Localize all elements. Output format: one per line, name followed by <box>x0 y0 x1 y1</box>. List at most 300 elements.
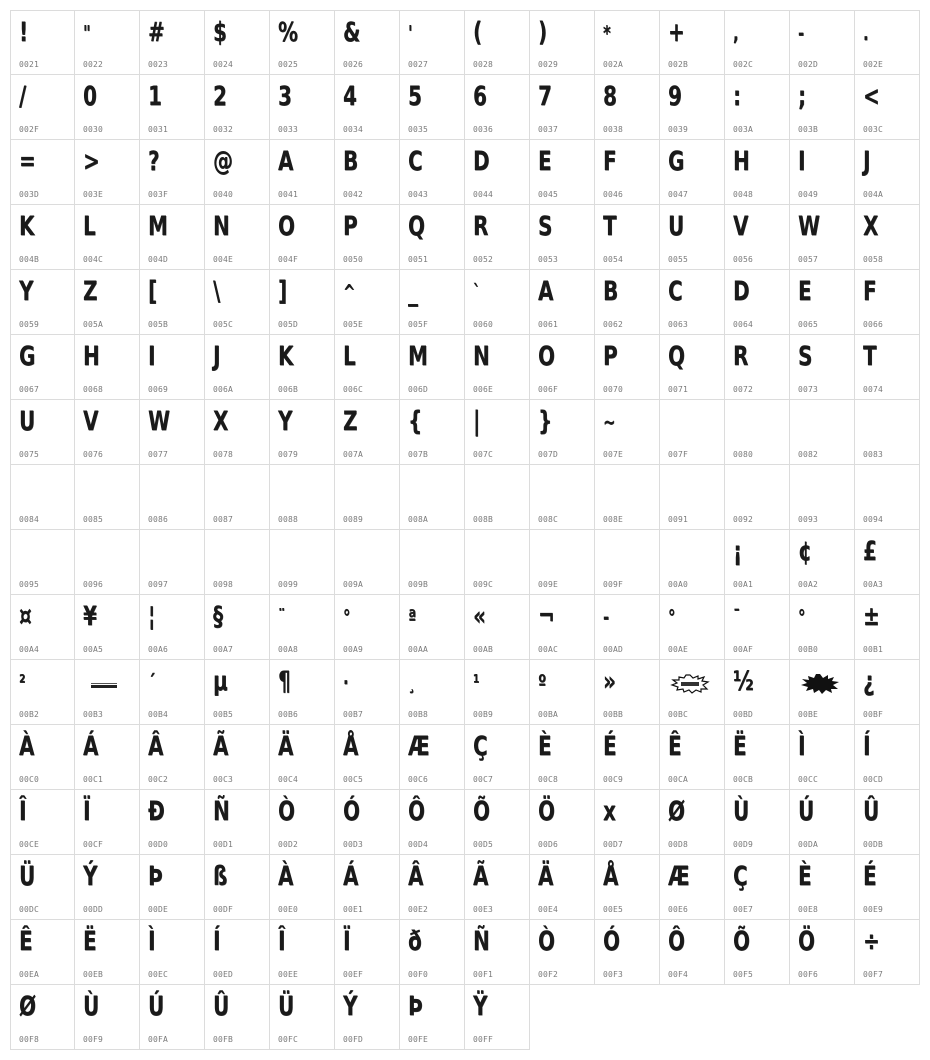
glyph-char: ¶ <box>278 666 290 697</box>
glyph-char: Ê <box>668 731 681 762</box>
glyph-codepoint-label: 007F <box>668 450 689 459</box>
glyph-char: Ý <box>83 861 97 892</box>
glyph-cell <box>790 595 855 660</box>
glyph-char: ] <box>278 276 287 307</box>
glyph-codepoint-label: 0083 <box>863 450 884 459</box>
glyph-cell <box>465 10 530 75</box>
glyph-char: G <box>668 146 684 177</box>
glyph-cell <box>140 530 205 595</box>
glyph-cell <box>790 205 855 270</box>
glyph-cell <box>335 855 400 920</box>
glyph-codepoint-label: 00CF <box>83 840 104 849</box>
glyph-cell <box>530 920 595 985</box>
glyph-cell <box>660 140 725 205</box>
glyph-cell <box>75 205 140 270</box>
glyph-char: Ô <box>668 926 685 957</box>
glyph-cell <box>790 725 855 790</box>
glyph-char: > <box>83 146 99 177</box>
glyph-char: Ÿ <box>473 991 487 1022</box>
glyph-codepoint-label: 0080 <box>733 450 754 459</box>
glyph-codepoint-label: 00E5 <box>603 905 624 914</box>
glyph-char: º <box>538 670 546 694</box>
glyph-cell <box>790 75 855 140</box>
glyph-codepoint-label: 00E9 <box>863 905 884 914</box>
glyph-codepoint-label: 00E2 <box>408 905 429 914</box>
glyph-char: Ñ <box>473 926 489 957</box>
glyph-char: Ò <box>538 926 555 957</box>
glyph-cell <box>530 400 595 465</box>
glyph-codepoint-label: 00A2 <box>798 580 819 589</box>
glyph-cell <box>270 75 335 140</box>
glyph-cell <box>725 855 790 920</box>
glyph-char: ¨ <box>278 605 285 629</box>
glyph-cell <box>400 205 465 270</box>
glyph-char: ¸ <box>408 670 415 694</box>
glyph-cell <box>530 725 595 790</box>
glyph-codepoint-label: 0077 <box>148 450 169 459</box>
glyph-codepoint-label: 00ED <box>213 970 234 979</box>
glyph-codepoint-label: 00DB <box>863 840 884 849</box>
glyph-char: 5 <box>408 81 422 112</box>
glyph-cell <box>10 660 75 725</box>
glyph-codepoint-label: 008E <box>603 515 624 524</box>
glyph-char: ¤ <box>19 601 31 632</box>
glyph-char: » <box>603 666 616 697</box>
glyph-cell <box>10 10 75 75</box>
glyph-char: 7 <box>538 81 552 112</box>
glyph-char: < <box>863 81 879 112</box>
glyph-cell <box>530 465 595 530</box>
glyph-codepoint-label: 00F9 <box>83 1035 104 1044</box>
glyph-cell <box>855 10 920 75</box>
glyph-char: Ò <box>278 796 295 827</box>
glyph-cell <box>855 790 920 855</box>
glyph-cell <box>140 140 205 205</box>
glyph-char: Ã <box>213 731 228 762</box>
glyph-codepoint-label: 0095 <box>19 580 40 589</box>
glyph-cell <box>790 140 855 205</box>
glyph-char: Y <box>278 406 292 437</box>
glyph-codepoint-label: 00D5 <box>473 840 494 849</box>
glyph-cell <box>595 270 660 335</box>
glyph-char: ? <box>148 146 159 177</box>
glyph-cell <box>725 660 790 725</box>
glyph-codepoint-label: 0021 <box>19 60 40 69</box>
glyph-cell <box>790 920 855 985</box>
glyph-char: % <box>278 17 298 48</box>
glyph-codepoint-label: 00CC <box>798 775 819 784</box>
glyph-cell <box>270 855 335 920</box>
glyph-codepoint-label: 0089 <box>343 515 364 524</box>
glyph-codepoint-label: 0092 <box>733 515 754 524</box>
glyph-codepoint-label: 00A6 <box>148 645 169 654</box>
glyph-cell <box>10 140 75 205</box>
glyph-char: S <box>798 341 812 372</box>
glyph-char: Ý <box>343 991 357 1022</box>
glyph-codepoint-label: 002D <box>798 60 819 69</box>
glyph-codepoint-label: 00FB <box>213 1035 234 1044</box>
glyph-cell <box>140 920 205 985</box>
glyph-char: Â <box>148 731 163 762</box>
glyph-char: G <box>19 341 35 372</box>
glyph-char: 0 <box>83 81 97 112</box>
glyph-char: M <box>148 211 168 242</box>
glyph-codepoint-label: 0099 <box>278 580 299 589</box>
glyph-cell <box>10 400 75 465</box>
glyph-cell <box>205 205 270 270</box>
glyph-char: _ <box>408 276 418 307</box>
glyph-codepoint-label: 0053 <box>538 255 559 264</box>
glyph-char: Ì <box>148 926 155 957</box>
glyph-char: , <box>733 21 738 45</box>
glyph-codepoint-label: 00C6 <box>408 775 429 784</box>
glyph-char: Ê <box>19 926 32 957</box>
glyph-char: + <box>668 17 684 48</box>
glyph-map-grid <box>10 10 920 1050</box>
glyph-cell <box>855 855 920 920</box>
glyph-cell <box>140 725 205 790</box>
glyph-codepoint-label: 0070 <box>603 385 624 394</box>
glyph-cell <box>400 140 465 205</box>
glyph-codepoint-label: 0068 <box>83 385 104 394</box>
glyph-codepoint-label: 008A <box>408 515 429 524</box>
glyph-codepoint-label: 00EA <box>19 970 40 979</box>
glyph-cell <box>270 465 335 530</box>
glyph-char: & <box>343 17 360 48</box>
glyph-char: 1 <box>148 81 162 112</box>
glyph-codepoint-label: 00E4 <box>538 905 559 914</box>
glyph-codepoint-label: 008B <box>473 515 494 524</box>
glyph-cell <box>205 270 270 335</box>
glyph-char: Â <box>408 861 423 892</box>
glyph-char: · <box>343 670 348 694</box>
glyph-codepoint-label: 00B4 <box>148 710 169 719</box>
glyph-codepoint-label: 0088 <box>278 515 299 524</box>
glyph-codepoint-label: 0044 <box>473 190 494 199</box>
glyph-codepoint-label: 00AA <box>408 645 429 654</box>
glyph-cell <box>270 140 335 205</box>
glyph-codepoint-label: 00DF <box>213 905 234 914</box>
glyph-codepoint-label: 0030 <box>83 125 104 134</box>
glyph-codepoint-label: 00D2 <box>278 840 299 849</box>
glyph-cell <box>205 75 270 140</box>
glyph-char: ² <box>19 670 25 694</box>
glyph-codepoint-label: 005F <box>408 320 429 329</box>
glyph-char: Î <box>278 926 285 957</box>
burst-solid-glyph-icon <box>800 674 840 694</box>
glyph-char: À <box>278 861 293 892</box>
glyph-codepoint-label: 005A <box>83 320 104 329</box>
glyph-cell <box>335 400 400 465</box>
glyph-cell <box>10 985 75 1050</box>
glyph-codepoint-label: 003C <box>863 125 884 134</box>
glyph-char: Ã <box>473 861 488 892</box>
glyph-cell <box>660 75 725 140</box>
glyph-cell <box>335 205 400 270</box>
glyph-codepoint-label: 00AC <box>538 645 559 654</box>
glyph-cell <box>725 75 790 140</box>
glyph-codepoint-label: 005C <box>213 320 234 329</box>
glyph-char: H <box>733 146 749 177</box>
glyph-cell <box>10 335 75 400</box>
glyph-char: Ö <box>538 796 555 827</box>
glyph-cell <box>140 595 205 660</box>
glyph-char: Û <box>863 796 879 827</box>
glyph-char: Ç <box>473 731 487 762</box>
glyph-cell <box>855 595 920 660</box>
glyph-codepoint-label: 007C <box>473 450 494 459</box>
glyph-char: ~ <box>603 410 615 434</box>
glyph-cell <box>725 10 790 75</box>
glyph-codepoint-label: 00F6 <box>798 970 819 979</box>
glyph-char: Õ <box>473 796 490 827</box>
glyph-cell <box>790 10 855 75</box>
glyph-char: Ë <box>733 731 746 762</box>
glyph-char: 9 <box>668 81 682 112</box>
glyph-char: S <box>538 211 552 242</box>
glyph-cell <box>140 465 205 530</box>
glyph-cell <box>725 205 790 270</box>
glyph-codepoint-label: 00BA <box>538 710 559 719</box>
glyph-cell <box>725 465 790 530</box>
glyph-codepoint-label: 0034 <box>343 125 364 134</box>
glyph-char: Ü <box>19 861 35 892</box>
glyph-codepoint-label: 005B <box>148 320 169 329</box>
glyph-char: * <box>603 21 610 45</box>
glyph-cell <box>400 595 465 660</box>
glyph-char: O <box>538 341 555 372</box>
glyph-codepoint-label: 0031 <box>148 125 169 134</box>
glyph-cell <box>530 270 595 335</box>
glyph-codepoint-label: 00DA <box>798 840 819 849</box>
glyph-codepoint-label: 00BF <box>863 710 884 719</box>
glyph-codepoint-label: 0028 <box>473 60 494 69</box>
glyph-cell <box>660 465 725 530</box>
glyph-codepoint-label: 0023 <box>148 60 169 69</box>
glyph-codepoint-label: 005E <box>343 320 364 329</box>
glyph-cell <box>855 270 920 335</box>
glyph-codepoint-label: 009A <box>343 580 364 589</box>
glyph-codepoint-label: 007B <box>408 450 429 459</box>
glyph-char: Ù <box>733 796 749 827</box>
glyph-char: B <box>603 276 618 307</box>
glyph-cell <box>75 855 140 920</box>
glyph-codepoint-label: 00A8 <box>278 645 299 654</box>
glyph-codepoint-label: 00D3 <box>343 840 364 849</box>
glyph-cell <box>75 985 140 1050</box>
glyph-cell <box>530 10 595 75</box>
glyph-char: F <box>863 276 876 307</box>
glyph-char: ( <box>473 17 482 48</box>
glyph-cell <box>205 985 270 1050</box>
glyph-cell <box>790 270 855 335</box>
glyph-codepoint-label: 00FE <box>408 1035 429 1044</box>
glyph-cell <box>205 595 270 660</box>
glyph-char: L <box>83 211 95 242</box>
glyph-cell <box>660 530 725 595</box>
glyph-codepoint-label: 0065 <box>798 320 819 329</box>
glyph-codepoint-label: 003B <box>798 125 819 134</box>
glyph-codepoint-label: 00A4 <box>19 645 40 654</box>
glyph-cell <box>855 140 920 205</box>
glyph-char: Ó <box>603 926 620 957</box>
glyph-char: U <box>668 211 684 242</box>
glyph-cell <box>725 595 790 660</box>
glyph-char: P <box>343 211 357 242</box>
glyph-codepoint-label: 0093 <box>798 515 819 524</box>
glyph-codepoint-label: 00E0 <box>278 905 299 914</box>
glyph-cell <box>465 790 530 855</box>
glyph-cell <box>75 75 140 140</box>
glyph-codepoint-label: 0071 <box>668 385 689 394</box>
glyph-cell <box>400 920 465 985</box>
glyph-codepoint-label: 00AB <box>473 645 494 654</box>
glyph-codepoint-label: 00B5 <box>213 710 234 719</box>
glyph-char: Q <box>408 211 425 242</box>
glyph-char: $ <box>213 17 227 48</box>
glyph-codepoint-label: 00A0 <box>668 580 689 589</box>
glyph-codepoint-label: 00C9 <box>603 775 624 784</box>
glyph-cell <box>790 400 855 465</box>
glyph-codepoint-label: 00E3 <box>473 905 494 914</box>
glyph-codepoint-label: 0048 <box>733 190 754 199</box>
glyph-cell <box>270 725 335 790</box>
glyph-codepoint-label: 00EB <box>83 970 104 979</box>
glyph-cell <box>270 10 335 75</box>
glyph-char: Đ <box>148 796 164 827</box>
glyph-cell <box>335 920 400 985</box>
glyph-cell <box>140 205 205 270</box>
glyph-cell <box>205 920 270 985</box>
glyph-cell <box>855 205 920 270</box>
glyph-char: ° <box>798 605 805 629</box>
glyph-codepoint-label: 00BB <box>603 710 624 719</box>
glyph-char: ) <box>538 17 547 48</box>
glyph-cell <box>75 660 140 725</box>
glyph-char: P <box>603 341 617 372</box>
glyph-cell <box>465 595 530 660</box>
glyph-cell <box>335 335 400 400</box>
glyph-cell <box>595 400 660 465</box>
glyph-codepoint-label: 0035 <box>408 125 429 134</box>
glyph-char: C <box>408 146 422 177</box>
glyph-cell <box>335 790 400 855</box>
glyph-cell <box>400 10 465 75</box>
glyph-codepoint-label: 00FC <box>278 1035 299 1044</box>
glyph-codepoint-label: 00F7 <box>863 970 884 979</box>
glyph-codepoint-label: 0060 <box>473 320 494 329</box>
glyph-char: Ö <box>798 926 815 957</box>
glyph-cell <box>205 140 270 205</box>
glyph-char: [ <box>148 276 157 307</box>
glyph-char: O <box>278 211 295 242</box>
glyph-codepoint-label: 0049 <box>798 190 819 199</box>
glyph-char: J <box>863 146 870 177</box>
glyph-char: Í <box>863 731 870 762</box>
glyph-codepoint-label: 006E <box>473 385 494 394</box>
glyph-cell <box>140 790 205 855</box>
glyph-codepoint-label: 004F <box>278 255 299 264</box>
glyph-codepoint-label: 0061 <box>538 320 559 329</box>
glyph-cell <box>335 140 400 205</box>
glyph-cell <box>595 140 660 205</box>
glyph-cell <box>725 530 790 595</box>
glyph-codepoint-label: 00B1 <box>863 645 884 654</box>
glyph-codepoint-label: 004D <box>148 255 169 264</box>
glyph-codepoint-label: 0066 <box>863 320 884 329</box>
glyph-codepoint-label: 0055 <box>668 255 689 264</box>
glyph-codepoint-label: 0026 <box>343 60 364 69</box>
glyph-char: I <box>148 341 155 372</box>
glyph-cell <box>270 920 335 985</box>
glyph-char: ½ <box>733 666 753 697</box>
glyph-codepoint-label: 00B6 <box>278 710 299 719</box>
glyph-codepoint-label: 00F4 <box>668 970 689 979</box>
glyph-char: Ë <box>83 926 96 957</box>
glyph-char: È <box>538 731 551 762</box>
glyph-cell <box>10 790 75 855</box>
glyph-char: Z <box>83 276 97 307</box>
glyph-char: Å <box>603 861 618 892</box>
glyph-cell <box>725 725 790 790</box>
glyph-char: - <box>603 605 609 629</box>
glyph-cell <box>595 660 660 725</box>
glyph-codepoint-label: 0084 <box>19 515 40 524</box>
glyph-codepoint-label: 00DC <box>19 905 40 914</box>
glyph-char: } <box>538 406 552 437</box>
glyph-char: ð <box>408 926 421 957</box>
glyph-cell <box>10 920 75 985</box>
glyph-codepoint-label: 00CB <box>733 775 754 784</box>
glyph-char: Á <box>343 861 358 892</box>
glyph-char: E <box>538 146 551 177</box>
glyph-cell <box>75 270 140 335</box>
glyph-char: Z <box>343 406 357 437</box>
glyph-codepoint-label: 00E7 <box>733 905 754 914</box>
glyph-codepoint-label: 004B <box>19 255 40 264</box>
glyph-cell <box>465 855 530 920</box>
glyph-char: Y <box>19 276 33 307</box>
glyph-cell <box>75 140 140 205</box>
glyph-codepoint-label: 0022 <box>83 60 104 69</box>
glyph-char: E <box>798 276 811 307</box>
glyph-cell <box>790 790 855 855</box>
glyph-cell <box>270 270 335 335</box>
glyph-char: « <box>473 601 486 632</box>
glyph-cell <box>855 335 920 400</box>
glyph-cell <box>790 660 855 725</box>
glyph-cell <box>660 595 725 660</box>
glyph-cell <box>75 10 140 75</box>
glyph-codepoint-label: 0072 <box>733 385 754 394</box>
glyph-codepoint-label: 007D <box>538 450 559 459</box>
glyph-codepoint-label: 0045 <box>538 190 559 199</box>
glyph-char: Ï <box>83 796 90 827</box>
glyph-char: T <box>603 211 616 242</box>
glyph-codepoint-label: 00F0 <box>408 970 429 979</box>
glyph-codepoint-label: 0027 <box>408 60 429 69</box>
glyph-codepoint-label: 006B <box>278 385 299 394</box>
glyph-cell <box>465 335 530 400</box>
glyph-char: = <box>19 146 35 177</box>
glyph-cell <box>595 595 660 660</box>
glyph-codepoint-label: 00F2 <box>538 970 559 979</box>
glyph-codepoint-label: 0039 <box>668 125 689 134</box>
glyph-char: ¹ <box>473 670 479 694</box>
glyph-codepoint-label: 0085 <box>83 515 104 524</box>
glyph-char: 6 <box>473 81 487 112</box>
glyph-char: : <box>733 81 741 112</box>
